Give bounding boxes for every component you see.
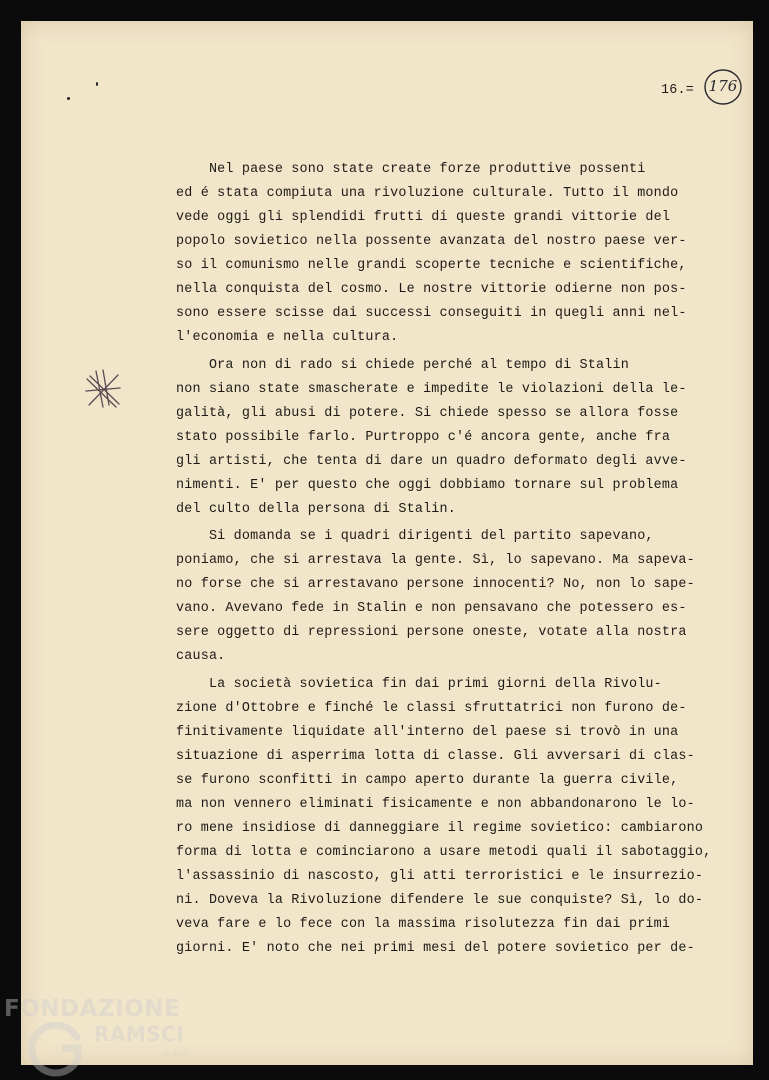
text-line: ed é stata compiuta una rivoluzione culturale. Tutto il mondo — [176, 186, 679, 201]
text-line: galità, gli abusi di potere. Si chiede spesso se allora fosse — [176, 406, 679, 421]
watermark-line1: FONDAZIONE — [4, 996, 181, 1022]
watermark-line2: RAMSCI — [94, 1022, 185, 1046]
text-line: forma di lotta e cominciarono a usare metodi quali il sabotaggio, — [176, 845, 712, 860]
text-line: veva fare e lo fece con la massima risolutezza fin dai primi — [176, 917, 671, 932]
folio-number: 176 — [708, 77, 738, 95]
text-line: gli artisti, che tenta di dare un quadro deformato degli avve- — [176, 454, 687, 469]
text-line: sere oggetto di repressioni persone oneste, votate alla nostra — [176, 625, 687, 640]
page-number: 16.= — [661, 83, 694, 98]
text-line: l'economia e nella cultura. — [176, 330, 399, 345]
text-line: non siano state smascherate e impedite le violazioni della le- — [176, 382, 687, 397]
text-line: so il comunismo nelle grandi scoperte tecniche e scientifiche, — [176, 258, 687, 273]
text-line: del culto della persona di Stalin. — [176, 502, 457, 517]
typed-body-text — [176, 161, 712, 956]
text-line: ma non vennero eliminati fisicamente e non abbandonarono le lo- — [176, 797, 695, 812]
text-line: finitivamente liquidate all'interno del paese si trovò in una — [176, 725, 679, 740]
text-line: Si domanda se i quadri dirigenti del partito sapevano, — [176, 529, 654, 544]
text-line: causa. — [176, 649, 226, 664]
text-line: ro mene insidiose di danneggiare il regime sovietico: cambiarono — [176, 821, 704, 836]
text-line: La società sovietica fin dai primi giorni della Rivolu- — [176, 677, 662, 692]
text-line: nimenti. E' per questo che oggi dobbiamo tornare sul problema — [176, 478, 679, 493]
gramsci-logo-icon — [26, 1018, 86, 1078]
text-line: zione d'Ottobre e finché le classi sfruttatrici non furono de- — [176, 701, 687, 716]
text-line: stato possibile farlo. Purtroppo c'é ancora gente, anche fra — [176, 430, 671, 445]
text-line: vede oggi gli splendidi frutti di queste grandi vittorie del — [176, 210, 671, 225]
text-line: no forse che si arrestavano persone innocenti? No, non lo sape- — [176, 577, 695, 592]
text-line: vano. Avevano fede in Stalin e non pensavano che potessero es- — [176, 601, 687, 616]
text-line: Nel paese sono state create forze produttive possenti — [176, 162, 646, 177]
text-line: l'assassinio di nascosto, gli atti terroristici e le insurrezio- — [176, 869, 704, 884]
watermark-suffix: onlus — [163, 1049, 188, 1059]
text-line: giorni. E' noto che nei primi mesi del potere sovietico per de- — [176, 941, 695, 956]
text-line: ni. Doveva la Rivoluzione difendere le sue conquiste? Sì, lo do- — [176, 893, 704, 908]
hash-annotation-icon — [83, 367, 123, 411]
document-page — [21, 21, 753, 1065]
text-line: nella conquista del cosmo. Le nostre vittorie odierne non pos- — [176, 282, 687, 297]
text-line: Ora non di rado si chiede perché al tempo di Stalin — [176, 358, 629, 373]
text-line: poniamo, che si arrestava la gente. Sì, lo sapevano. Ma sapeva- — [176, 553, 695, 568]
text-line: sono essere scisse dai successi conseguiti in quegli anni nel- — [176, 306, 687, 321]
text-line: popolo sovietico nella possente avanzata del nostro paese ver- — [176, 234, 687, 249]
fondazione-gramsci-watermark — [0, 990, 200, 1080]
speck-mark — [67, 97, 70, 100]
text-line: se furono sconfitti in campo aperto durante la guerra civile, — [176, 773, 679, 788]
speck-mark — [96, 82, 98, 86]
text-line: situazione di asperrima lotta di classe. Gli avversari di clas- — [176, 749, 695, 764]
